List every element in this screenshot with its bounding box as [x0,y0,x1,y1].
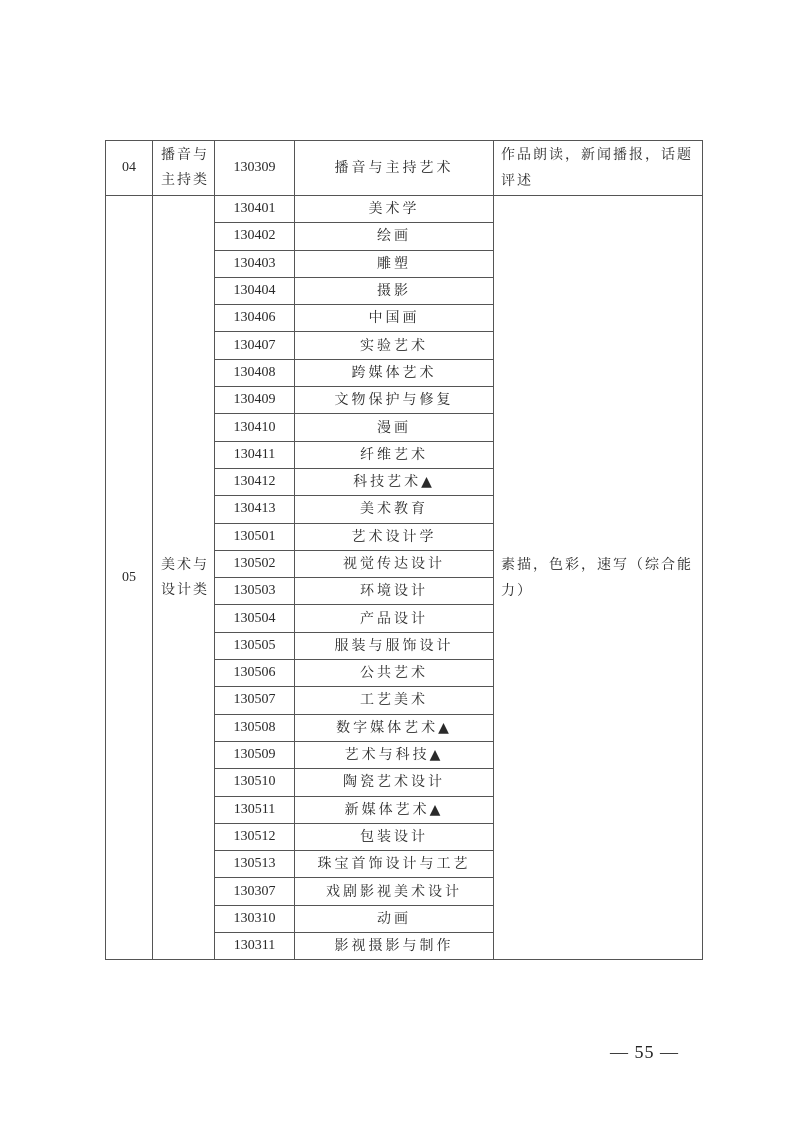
major-name: 跨媒体艺术 [295,359,494,386]
major-code: 130509 [215,741,295,768]
major-code: 130309 [215,141,295,196]
category-line: 播音与 [161,147,209,163]
major-name: 艺术与科技▲ [295,741,494,768]
major-code: 130403 [215,250,295,277]
major-code: 130511 [215,796,295,823]
major-code: 130409 [215,387,295,414]
major-code: 130310 [215,905,295,932]
major-name: 包装设计 [295,823,494,850]
exam-content: 素描，色彩，速写（综合能力） [494,196,703,960]
major-code: 130512 [215,823,295,850]
major-code: 130307 [215,878,295,905]
major-name: 美术教育 [295,496,494,523]
major-name: 雕塑 [295,250,494,277]
major-name: 新媒体艺术▲ [295,796,494,823]
major-name: 工艺美术 [295,687,494,714]
major-name: 动画 [295,905,494,932]
major-code: 130506 [215,660,295,687]
major-name: 影视摄影与制作 [295,933,494,960]
majors-table [105,140,703,960]
major-code: 130513 [215,851,295,878]
major-code: 130410 [215,414,295,441]
major-name: 实验艺术 [295,332,494,359]
page-number: — 55 — [610,1042,679,1062]
major-name: 播音与主持艺术 [295,141,494,196]
major-name: 科技艺术▲ [295,468,494,495]
table-row [106,141,703,196]
category-line: 设计类 [161,581,209,598]
major-name: 美术学 [295,196,494,223]
major-code: 130402 [215,223,295,250]
category-line: 主持类 [161,172,209,188]
category-line: 美术与 [161,556,209,573]
major-name: 珠宝首饰设计与工艺 [295,851,494,878]
major-code: 130502 [215,550,295,577]
major-name: 摄影 [295,277,494,304]
major-code: 130510 [215,769,295,796]
group-category [153,141,215,196]
major-name: 戏剧影视美术设计 [295,878,494,905]
major-code: 130508 [215,714,295,741]
major-name: 环境设计 [295,578,494,605]
major-name: 陶瓷艺术设计 [295,769,494,796]
major-name: 漫画 [295,414,494,441]
exam-content: 作品朗读，新闻播报，话题评述 [494,141,703,196]
major-name: 艺术设计学 [295,523,494,550]
major-code: 130408 [215,359,295,386]
group-category [153,196,215,960]
major-name: 文物保护与修复 [295,387,494,414]
major-code: 130406 [215,305,295,332]
major-name: 纤维艺术 [295,441,494,468]
group-index: 05 [106,196,153,960]
major-code: 130503 [215,578,295,605]
major-name: 公共艺术 [295,660,494,687]
major-name: 数字媒体艺术▲ [295,714,494,741]
major-name: 服装与服饰设计 [295,632,494,659]
major-code: 130412 [215,468,295,495]
major-code: 130504 [215,605,295,632]
major-code: 130311 [215,933,295,960]
majors-table-body [106,141,703,960]
major-code: 130507 [215,687,295,714]
table-row [106,196,703,223]
major-name: 产品设计 [295,605,494,632]
major-code: 130407 [215,332,295,359]
major-code: 130413 [215,496,295,523]
major-code: 130404 [215,277,295,304]
major-code: 130505 [215,632,295,659]
major-name: 中国画 [295,305,494,332]
major-code: 130411 [215,441,295,468]
major-name: 视觉传达设计 [295,550,494,577]
major-name: 绘画 [295,223,494,250]
major-code: 130401 [215,196,295,223]
major-code: 130501 [215,523,295,550]
group-index: 04 [106,141,153,196]
